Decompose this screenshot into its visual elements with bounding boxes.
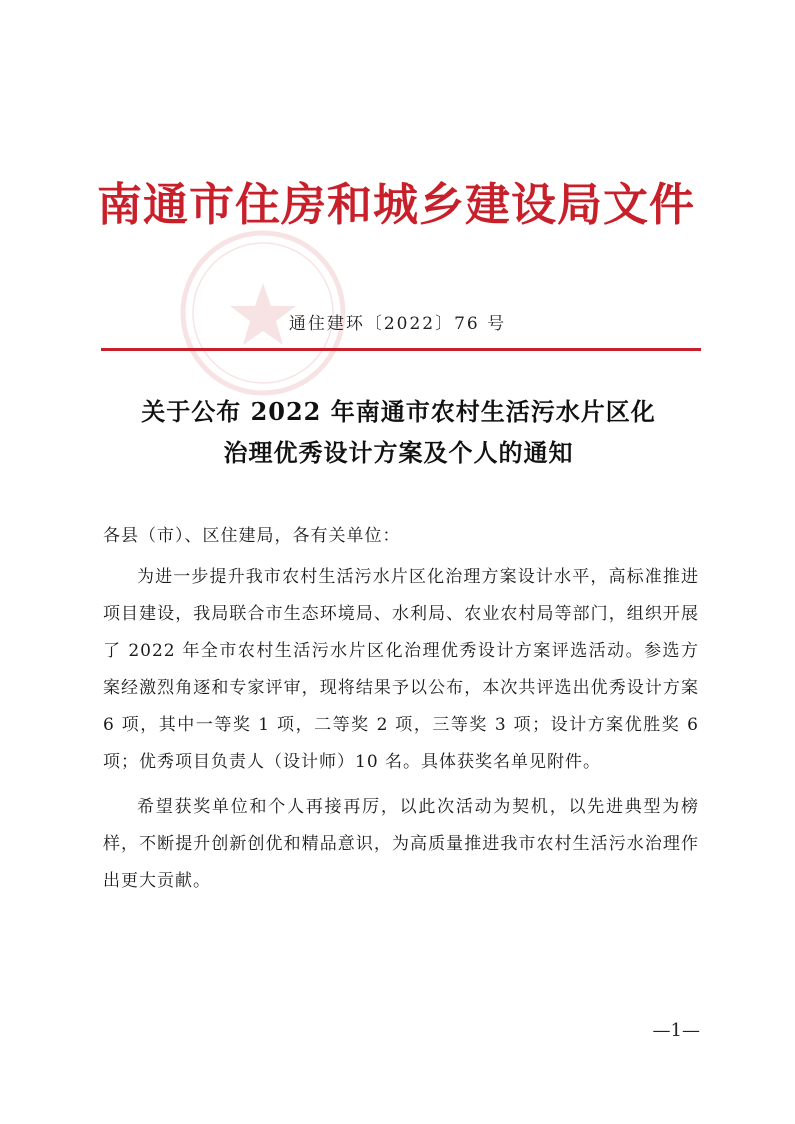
page-number: —1—	[652, 1020, 700, 1041]
notice-title-line-2: 治理优秀设计方案及个人的通知	[223, 438, 574, 467]
notice-title-line-1: 关于公布 2022 年南通市农村生活污水片区化	[141, 397, 656, 426]
salutation: 各县（市）、区住建局，各有关单位：	[103, 526, 401, 546]
notice-title	[96, 391, 701, 473]
notice-body	[103, 518, 699, 900]
agency-header-title: 南通市住房和城乡建设局文件	[96, 178, 695, 231]
body-paragraph-1: 为进一步提升我市农村生活污水片区化治理方案设计水平，高标准推进项目建设，我局联合市生态环境局、水利局、农业农村局等部门，组织开展了 2022 年全市农村生活污水片区化治理优秀设计方案评选活动。参选方案经激烈角逐和专家评审，现将结果予以公布，本次共评选出优秀设计方案 6 项，其中一等奖 1 项，二等奖 2 项，三等奖 3 项；设计方案优胜奖 6 项；优秀项目负责人（设计师）10 名。具体获奖名单见附件。	[103, 567, 699, 772]
body-paragraph-2: 希望获奖单位和个人再接再厉，以此次活动为契机，以先进典型为榜样，不断提升创新创优和精品意识，为高质量推进我市农村生活污水治理作出更大贡献。	[103, 797, 699, 891]
document-number: 通住建环〔2022〕76 号	[288, 314, 507, 334]
red-separator-line	[101, 348, 701, 351]
